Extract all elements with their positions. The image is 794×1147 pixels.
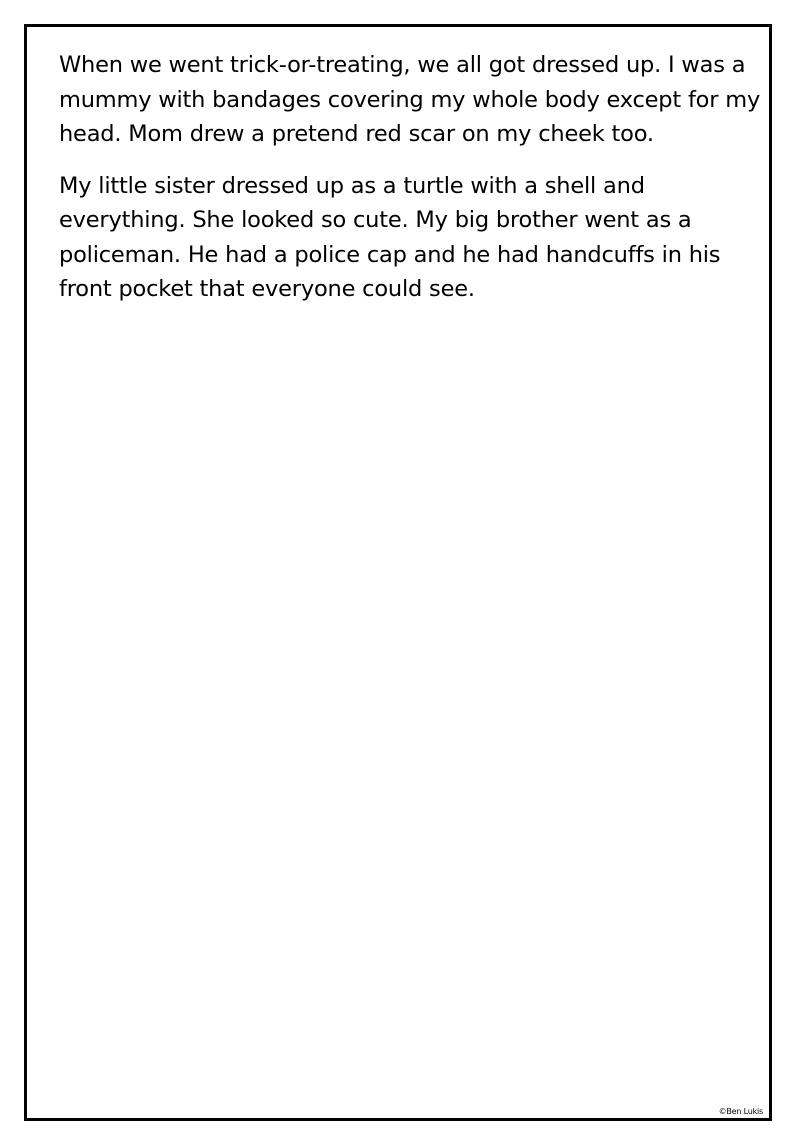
paragraph-siblings <box>59 169 749 307</box>
text-line: front pocket that everyone could see. <box>59 276 475 302</box>
copyright-notice: ©Ben Lukis <box>718 1107 763 1116</box>
paragraph-costumes-intro <box>59 48 761 152</box>
text-line: When we went trick-or-treating, we all got dressed up. I was a <box>59 52 746 78</box>
text-line: head. Mom drew a pretend red scar on my cheek too. <box>59 121 654 147</box>
text-line: everything. She looked so cute. My big brother went as a <box>59 207 692 233</box>
text-line: mummy with bandages covering my whole body except for my <box>59 86 761 113</box>
text-line: My little sister dressed up as a turtle with a shell and <box>59 172 645 199</box>
story-passage <box>59 48 761 307</box>
text-line: policeman. He had a police cap and he had handcuffs in his <box>59 241 721 268</box>
page-border <box>24 24 772 1121</box>
